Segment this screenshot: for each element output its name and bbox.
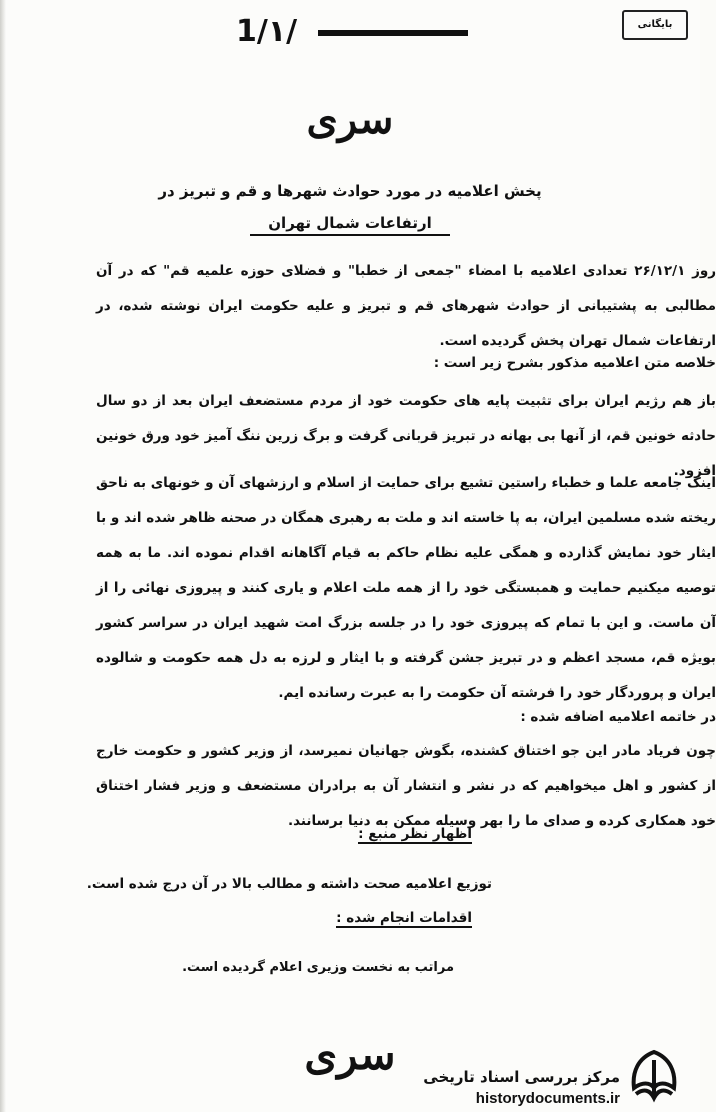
watermark — [420, 1068, 690, 1110]
watermark-org-name: مرکز بررسی اسناد تاریخی — [423, 1068, 620, 1086]
source-opinion-heading — [358, 826, 472, 842]
stamp-bar — [318, 30, 468, 36]
title-line-1: پخش اعلامیه در مورد حوادث شهرها و قم و تبریز در — [158, 182, 542, 200]
top-stamp — [300, 2, 470, 42]
scan-edge — [0, 0, 6, 1112]
paragraph-1: روز ۲۶/۱۲/۱ تعدادی اعلامیه با امضاء "جمعی از خطبا" و فضلای حوزه علمیه قم" که در آن مطالبی به پشتیبانی از حوادث شهرهای قم و تبریز و علیه حکومت ایران نوشته شده، در ارتفاعات شمال تهران پخش گردیده است. — [96, 263, 716, 349]
paragraph-3: اینک جامعه علما و خطباء راستین تشیع برای حمایت از اسلام و ارزشهای آن و خونهای به ناحق ریخته شده مسلمین ایران، به پا خاسته اند و ملت به رهبری همگان در صحنه ظاهر شده اند و با ایثار خود نمایش گذارده و همگی علیه نظام حاکم به قیام آگاهانه اقدام نموده اند. ما به همه توصیه میکنیم حمایت و همبستگی خود را از همه ملت اعلام و یاری کنند و پیروزی نهائی را از آن ماست. و این با تمام که پیروزی خود را در جلسه بزرگ امت شهید ایران در سراسر کشور بویژه قم، مسجد اعظم و در تبریز جشن گرفته و با ایثار و لرزه به دل همه حکومت و شالوده ایران و پروردگار خود را فرشته آن حکومت را به عبرت رسانده ایم. — [96, 475, 716, 701]
classification-top: سری — [306, 96, 394, 143]
book-logo-icon — [628, 1048, 680, 1110]
actions-text: مراتب به نخست وزیری اعلام گردیده است. — [182, 960, 454, 975]
classification-bottom: سری — [304, 1030, 396, 1079]
source-opinion-heading-text: اظهار نظر منبع : — [358, 826, 472, 842]
paragraph-4: چون فریاد مادر این جو اختناق کشنده، بگوش جهانیان نمیرسد، از وزیر کشور و حکومت خارج از کشور و اهل میخواهیم که در نشر و انتشار آن به برادران مستضعف و وزیر فشار اختناق خود همکاری کرده و صدای ما را بهر وسیله ممکن به دنیا برسانند. — [96, 743, 716, 829]
title-line-2-text: ارتفاعات شمال تهران — [250, 214, 450, 236]
summary-heading: خلاصه متن اعلامیه مذکور بشرح زیر است : — [433, 355, 716, 371]
actions-heading-text: اقدامات انجام شده : — [336, 910, 472, 926]
title-line-2 — [150, 214, 550, 232]
watermark-url: historydocuments.ir — [475, 1090, 620, 1107]
addendum-heading: در خاتمه اعلامیه اضافه شده : — [520, 709, 716, 725]
document-number: 1‎/١/ — [236, 14, 298, 49]
archive-box: بایگانی — [622, 10, 688, 40]
source-opinion-text: توزیع اعلامیه صحت داشته و مطالب بالا در آن درج شده است. — [86, 876, 492, 892]
actions-heading — [336, 910, 472, 926]
paragraph-2: باز هم رژیم ایران برای تثبیت پایه های حکومت خود از مردم مستضعف ایران بعد از دو سال حادثه خونین قم، از آنها بی بهانه در تبریز قربانی گرفت و برگ زرین ننگ آمیز خود ورق خونین افزود. — [96, 393, 716, 479]
